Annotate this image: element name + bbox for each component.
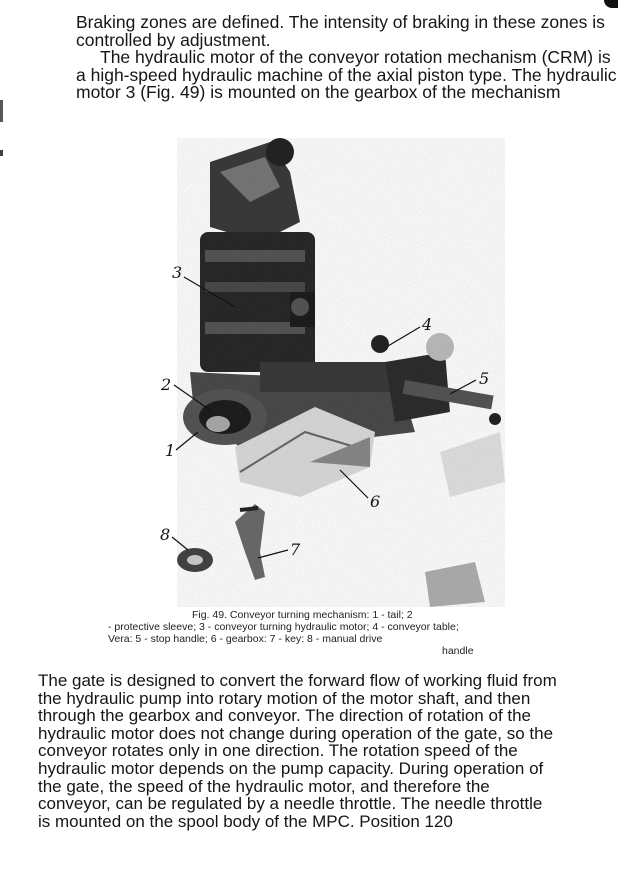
text-line: conveyor rotates only in one direction. The rotation speed of the [38,741,518,761]
conveyor-mechanism-photo [140,132,515,610]
caption-line: Fig. 49. Conveyor turning mechanism: 1 - tail; 2 [192,609,413,621]
callout-3: 3 [172,263,183,282]
text-line: conveyor, can be regulated by a needle throttle. The needle throttle [38,794,543,814]
callout-7: 7 [290,540,301,559]
text-line: The hydraulic motor of the conveyor rotation mechanism (CRM) is [100,47,611,67]
text-line: motor 3 (Fig. 49) is mounted on the gearbox of the mechanism [76,82,561,102]
text-line: a high-speed hydraulic machine of the axial piston type. The hydraulic [76,64,617,85]
text-line: hydraulic motor depends on the pump capacity. During operation of [38,758,544,778]
text-line: controlled by adjustment. [76,29,271,50]
caption-line: Vera: 5 - stop handle; 6 - gearbox: 7 - key: 8 - manual drive [108,633,383,645]
figure-caption [108,609,518,657]
text-line: Braking zones are defined. The intensity of braking in these zones is [76,12,605,32]
text-line: The gate is designed to convert the forward flow of working fluid from [38,671,557,690]
bottom-paragraph [38,672,558,830]
caption-line: - protective sleeve; 3 - conveyor turning hydraulic motor; 4 - conveyor table; [108,621,459,633]
scan-corner-mark [604,0,618,8]
callout-1: 1 [165,441,176,460]
callout-2: 2 [161,375,172,394]
text-line: the hydraulic pump into rotary motion of the motor shaft, and then [38,688,531,708]
scan-edge-mark [0,150,3,156]
text-line: through the gearbox and conveyor. The direction of rotation of the [38,706,532,726]
callout-6: 6 [370,492,381,511]
text-line: hydraulic motor does not change during operation of the gate, so the [38,723,554,743]
caption-line: handle [442,645,474,657]
text-line: is mounted on the spool body of the MPC. Position 120 [38,811,453,831]
scan-edge-mark [0,100,3,122]
text-line: the gate, the speed of the hydraulic motor, and therefore the [38,776,490,796]
figure-photo [140,132,515,610]
callout-8: 8 [160,525,171,544]
callout-4: 4 [422,315,433,334]
top-paragraph [76,12,617,102]
callout-5: 5 [479,369,490,388]
